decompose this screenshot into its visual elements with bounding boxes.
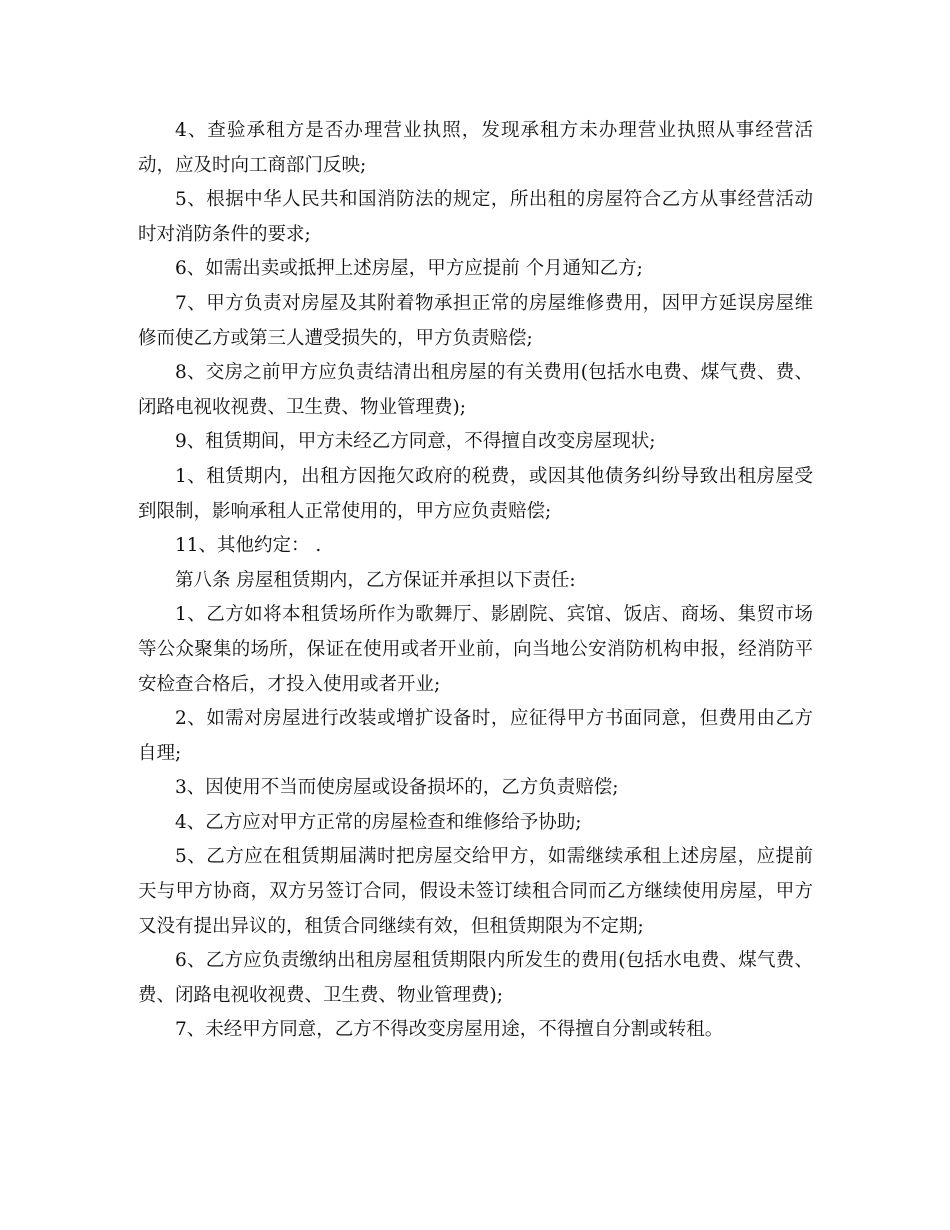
paragraph-14: 5、乙方应在租赁期届满时把房屋交给甲方，如需继续承租上述房屋，应提前天与甲方协商，双方另签订合同，假设未签订续租合同而乙方继续使用房屋，甲方又没有提出异议的，租赁合同继续有效，但租赁期限为不定期; (138, 846, 813, 937)
paragraph-12: 3、因使用不当而使房屋或设备损坏的，乙方负责赔偿; (175, 777, 619, 799)
paragraph-6: 9、租赁期间，甲方未经乙方同意，不得擅自改变房屋现状; (175, 431, 656, 453)
paragraph-3: 6、如需出卖或抵押上述房屋，甲方应提前 个月通知乙方; (175, 258, 643, 280)
paragraph-5: 8、交房之前甲方应负责结清出租房屋的有关费用(包括水电费、煤气费、费、闭路电视收视费、卫生费、物业管理费); (138, 362, 813, 418)
article-8-heading: 第八条 房屋租赁期内，乙方保证并承担以下责任: (175, 569, 576, 591)
paragraph-15: 6、乙方应负责缴纳出租房屋租赁期限内所发生的费用(包括水电费、煤气费、费、闭路电视收视费、卫生费、物业管理费); (138, 950, 813, 1006)
paragraph-10: 1、乙方如将本租赁场所作为歌舞厅、影剧院、宾馆、饭店、商场、集贸市场等公众聚集的场所，保证在使用或者开业前，向当地公安消防机构申报，经消防平安检查合格后，才投入使用或者开业; (138, 604, 813, 695)
paragraph-2: 5、根据中华人民共和国消防法的规定，所出租的房屋符合乙方从事经营活动时对消防条件的要求; (138, 189, 813, 245)
paragraph-4: 7、甲方负责对房屋及其附着物承担正常的房屋维修费用，因甲方延误房屋维修而使乙方或第三人遭受损失的，甲方负责赔偿; (138, 292, 813, 349)
paragraph-8: 11、其他约定： . (175, 535, 322, 557)
paragraph-1: 4、查验承租方是否办理营业执照，发现承租方未办理营业执照从事经营活动，应及时向工商部门反映; (138, 120, 813, 176)
paragraph-16: 7、未经甲方同意，乙方不得改变房屋用途，不得擅自分割或转租。 (175, 1019, 724, 1041)
paragraph-7: 1、租赁期内，出租方因拖欠政府的税费，或因其他债务纠纷导致出租房屋受到限制，影响承租人正常使用的，甲方应负责赔偿; (138, 465, 813, 522)
paragraph-13: 4、乙方应对甲方正常的房屋检查和维修给予协助; (175, 811, 582, 833)
document-body (138, 114, 813, 1048)
paragraph-11: 2、如需对房屋进行改装或增扩设备时，应征得甲方书面同意，但费用由乙方自理; (138, 708, 813, 764)
